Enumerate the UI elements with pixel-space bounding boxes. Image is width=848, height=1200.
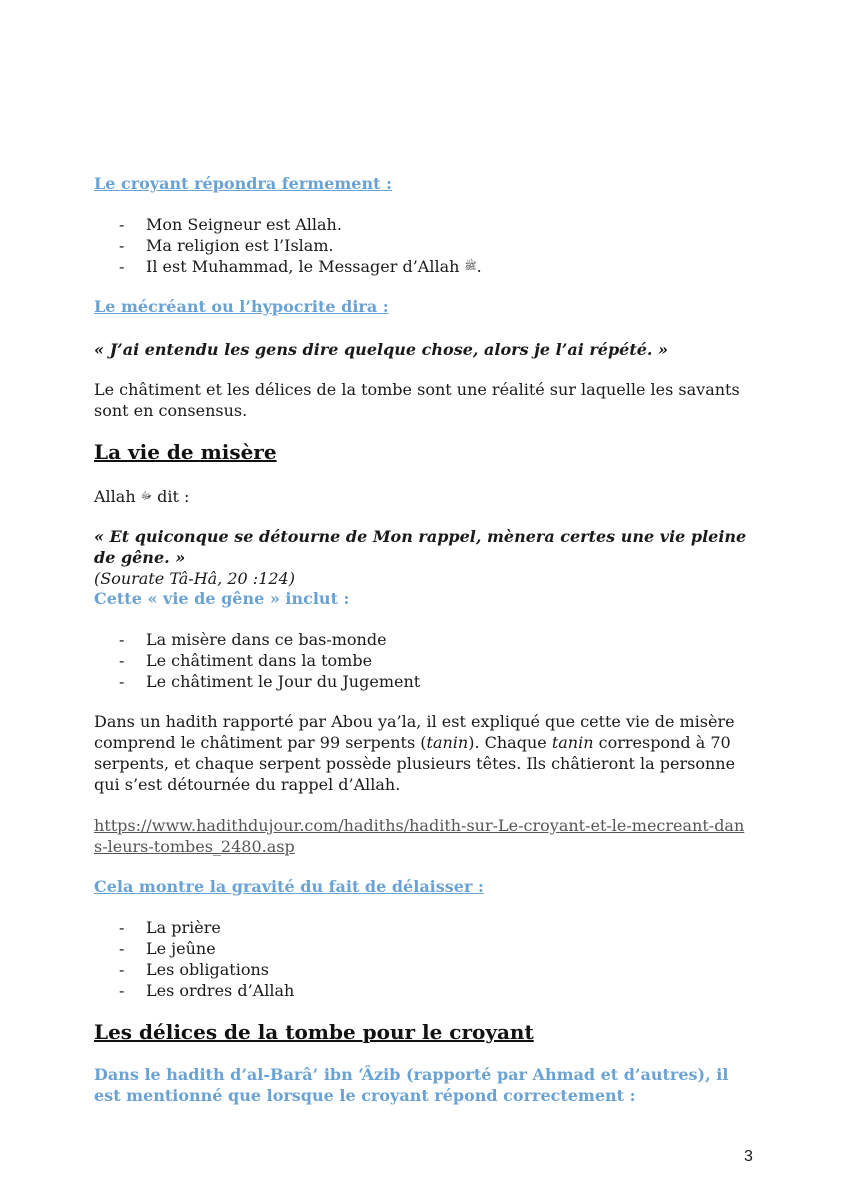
allah-glyph: ﷻ [140, 491, 153, 502]
list-dash: - [119, 960, 125, 979]
disbeliever-heading: Le mécréant ou l’hypocrite dira : [94, 297, 389, 316]
list-dash: - [119, 939, 125, 958]
list-item: - La misère dans ce bas-monde [119, 630, 387, 649]
includes-list [94, 629, 754, 692]
list-dash: - [119, 651, 125, 670]
quran-citation [94, 526, 754, 589]
source-link[interactable]: https://www.hadithdujour.com/hadiths/hadith-sur-Le-croyant-et-le-mecreant-dans-leurs-tombes_2480.asp [94, 816, 745, 856]
gravity-heading: Cela montre la gravité du fait de délaisser : [94, 877, 484, 896]
list-item: - Les obligations [119, 960, 269, 979]
list-dash: - [119, 918, 125, 937]
quran-quote: « Et quiconque se détourne de Mon rappel, mènera certes une vie pleine de gêne. » [94, 527, 747, 567]
believer-answers-list [94, 214, 754, 277]
allah-says-line: Allah ﷻ dit : [94, 487, 190, 506]
list-dash: - [119, 630, 125, 649]
list-dash: - [119, 257, 125, 276]
list-dash: - [119, 981, 125, 1000]
quran-reference: (Sourate Tâ-Hâ, 20 :124) [94, 569, 295, 588]
list-item: - Le châtiment le Jour du Jugement [119, 672, 421, 691]
list-item: - La prière [119, 918, 221, 937]
source-link-block [94, 815, 749, 857]
includes-heading: Cette « vie de gêne » inclut : [94, 589, 350, 608]
disbeliever-quote: « J’ai entendu les gens dire quelque chose, alors je l’ai répété. » [94, 340, 669, 359]
list-item: - Le jeûne [119, 939, 216, 958]
list-item: - Il est Muhammad, le Messager d’Allah ﷺ. [119, 257, 482, 276]
delights-section-title: Les délices de la tombe pour le croyant [94, 1020, 534, 1044]
list-dash: - [119, 672, 125, 691]
gravity-list [94, 917, 754, 1001]
list-item: - Le châtiment dans la tombe [119, 651, 373, 670]
misery-section-title: La vie de misère [94, 440, 277, 464]
page-number: 3 [744, 1148, 753, 1165]
list-dash: - [119, 215, 125, 234]
hadith-paragraph: Dans un hadith rapporté par Abou ya’la, il est expliqué que cette vie de misère comprend le châtiment par 99 serpents (tanin). Chaque tanin correspond à 70 serpents, et chaque serpent possède plusieurs têtes. Ils châtieront la personne qui s’est détournée du rappel d’Allah. [94, 712, 736, 794]
consensus-paragraph: Le châtiment et les délices de la tombe sont une réalité sur laquelle les savants sont en consensus. [94, 380, 740, 420]
list-item: - Ma religion est l’Islam. [119, 236, 334, 255]
believer-heading: Le croyant répondra fermement : [94, 174, 392, 193]
list-item: - Mon Seigneur est Allah. [119, 215, 342, 234]
list-dash: - [119, 236, 125, 255]
bara-paragraph: Dans le hadith d’al-Barâ’ ibn ‘Âzib (rapporté par Ahmad et d’autres), il est mentionné que lorsque le croyant répond correctement : [94, 1065, 729, 1105]
prophet-seal-glyph: ﷺ [464, 261, 477, 272]
list-item: - Les ordres d’Allah [119, 981, 295, 1000]
